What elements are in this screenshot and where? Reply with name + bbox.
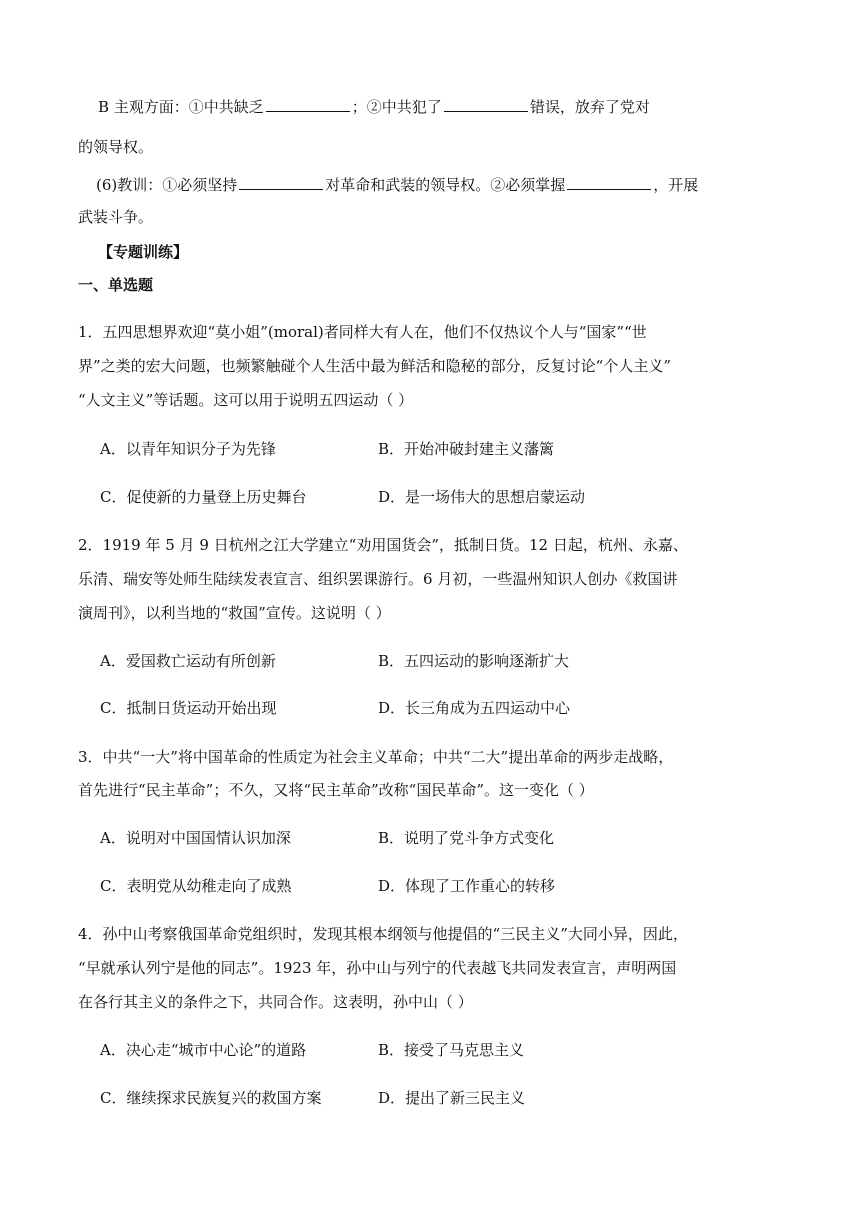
q1-option-d: D．是一场伟大的思想启蒙运动 (378, 488, 586, 506)
q2-option-c: C．抵制日货运动开始出现 (100, 699, 277, 717)
q4-line-2: “早就承认列宁是他的同志”。1923 年，孙中山与列宁的代表越飞共同发表宣言，声明两国 (78, 959, 677, 977)
training-title: 【专题训练】 (98, 243, 189, 261)
fill-blank (444, 97, 528, 112)
q1-option-b: B．开始冲破封建主义藩篱 (378, 440, 555, 458)
section-title: 一、单选题 (78, 276, 154, 294)
fill-blank (266, 97, 350, 112)
fill-blank (567, 175, 651, 190)
text: ；②中共犯了 (351, 98, 442, 116)
q3-option-d: D．体现了工作重心的转移 (378, 877, 556, 895)
q2-line-2: 乐清、瑞安等处师生陆续发表宣言、组织罢课游行。6 月初，一些温州知识人创办《救国讲 (78, 570, 678, 588)
q2-line-3: 演周刊》，以利当地的“救国”宣传。这说明（ ） (78, 604, 391, 622)
q1-option-c: C．促使新的力量登上历史舞台 (100, 488, 307, 506)
text: ，开展 (653, 176, 699, 194)
q3-option-a: A．说明对中国国情认识加深 (100, 829, 291, 847)
cause-b-line (98, 97, 650, 117)
q2-option-a: A．爱国救亡运动有所创新 (100, 652, 276, 670)
q1-line-3: “人文主义”等话题。这可以用于说明五四运动（ ） (78, 391, 414, 409)
text: 对革命和武装的领导权。②必须掌握 (325, 176, 566, 194)
q2-option-b: B．五四运动的影响逐渐扩大 (378, 652, 570, 670)
text: 错误，放弃了党对 (529, 98, 650, 116)
text: B 主观方面：①中共缺乏 (98, 98, 264, 116)
q2-line-1: 2．1919 年 5 月 9 日杭州之江大学建立“劝用国货会”，抵制日货。12 日起，杭州、永嘉、 (78, 536, 688, 554)
q4-option-c: C．继续探求民族复兴的救国方案 (100, 1089, 322, 1107)
q1-option-a: A．以青年知识分子为先锋 (100, 440, 276, 458)
q3-line-1: 3．中共“一大”将中国革命的性质定为社会主义革命；中共“二大”提出革命的两步走战略， (78, 748, 674, 766)
q3-option-c: C．表明党从幼稚走向了成熟 (100, 877, 292, 895)
q4-option-b: B．接受了马克思主义 (378, 1041, 525, 1059)
q4-option-a: A．决心走“城市中心论”的道路 (100, 1041, 307, 1059)
fill-blank (239, 175, 323, 190)
lesson-cont: 武装斗争。 (78, 208, 154, 226)
cause-b-cont: 的领导权。 (78, 138, 154, 156)
q4-line-1: 4．孙中山考察俄国革命党组织时，发现其根本纲领与他提倡的“三民主义”大同小异，因此， (78, 925, 688, 943)
q3-line-2: 首先进行“民主革命”；不久，又将“民主革命”改称“国民革命”。这一变化（ ） (78, 781, 594, 799)
q1-line-2: 界”之类的宏大问题，也频繁触碰个人生活中最为鲜活和隐秘的部分，反复讨论“个人主义” (78, 357, 672, 375)
q1-line-1: 1．五四思想界欢迎“莫小姐”(moral)者同样大有人在，他们不仅热议个人与“国家”“世 (78, 323, 647, 341)
q2-option-d: D．长三角成为五四运动中心 (378, 699, 571, 717)
q3-option-b: B．说明了党斗争方式变化 (378, 829, 555, 847)
q4-option-d: D．提出了新三民主义 (378, 1089, 526, 1107)
q4-line-3: 在各行其主义的条件之下，共同合作。这表明，孙中山（ ） (78, 993, 473, 1011)
text: (6)教训：①必须坚持 (96, 176, 238, 194)
lesson-line (96, 175, 698, 195)
